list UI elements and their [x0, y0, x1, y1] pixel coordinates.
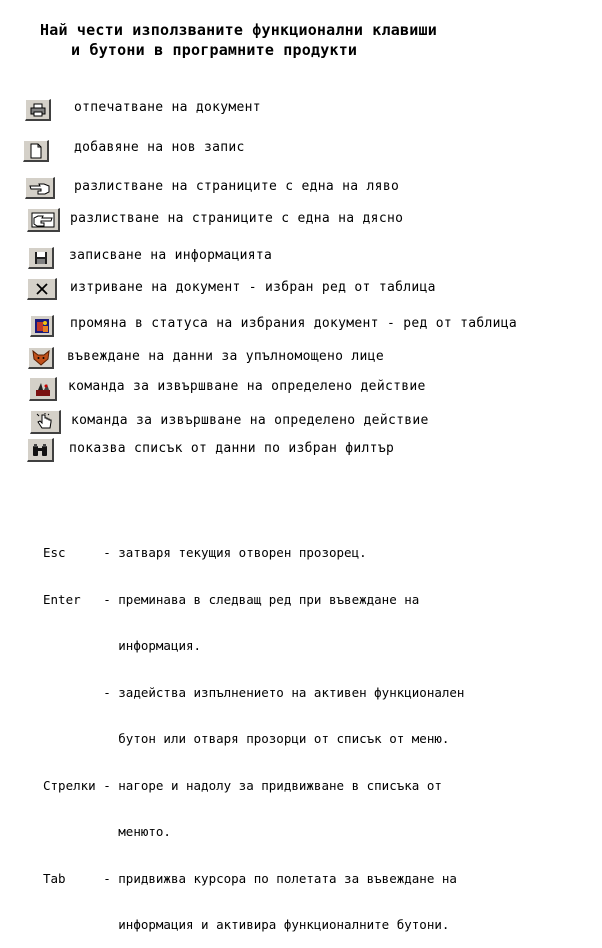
- filter-list-button[interactable]: [27, 438, 54, 462]
- legend-label: добавяне на нов запис: [74, 140, 245, 155]
- legend-row-print: [0, 97, 602, 123]
- legend-label: команда за извършване на определено действие: [71, 413, 429, 428]
- page-title-line-1: Най чести използваните функционални клавиши: [40, 21, 437, 39]
- key-description: менюто.: [103, 824, 171, 839]
- legend-row-page-left: [0, 176, 602, 202]
- legend-row-delete: [0, 277, 602, 303]
- key-row-tab: [43, 871, 464, 887]
- key-row-enter: [43, 592, 464, 608]
- key-description: - затваря текущия отворен прозорец.: [103, 545, 367, 560]
- legend-label: въвеждане на данни за упълномощено лице: [67, 349, 384, 364]
- key-row-esc: [43, 545, 464, 561]
- legend-label: разлистване на страниците с една на ляво: [74, 179, 400, 194]
- page-title: [40, 20, 437, 60]
- binoculars-icon: [31, 443, 49, 457]
- key-row-tab-cont: [43, 917, 464, 933]
- legend-row-filter: [0, 438, 602, 464]
- legend-label: отпечатване на документ: [74, 100, 261, 115]
- status-change-button[interactable]: [30, 315, 54, 337]
- action-command-icon: [34, 381, 52, 397]
- legend-label: показва списък от данни по избран филтър: [69, 441, 395, 456]
- execute-command-button[interactable]: [30, 410, 61, 434]
- legend-label: записване на информацията: [69, 248, 273, 263]
- legend-row-new: [0, 137, 602, 163]
- authorized-person-button[interactable]: [28, 347, 54, 369]
- key-row-arrows-cont: [43, 824, 464, 840]
- keyboard-shortcuts: [43, 514, 464, 948]
- delete-button[interactable]: [27, 278, 57, 300]
- key-description: - придвижва курсора по полетата за въвеждане на: [103, 870, 457, 886]
- key-name: Стрелки: [43, 777, 96, 793]
- printer-icon: [30, 103, 46, 117]
- key-name: Esc: [43, 545, 96, 560]
- legend-row-action-2: [0, 410, 602, 436]
- key-description: - нагоре и надолу за придвижване в списъка от: [103, 777, 442, 793]
- legend-label: команда за извършване на определено действие: [68, 379, 426, 394]
- legend-row-save: [0, 245, 602, 271]
- key-description: - преминава в следващ ред при въвеждане на: [103, 591, 420, 607]
- floppy-disk-icon: [34, 251, 48, 265]
- legend-row-authorized: [0, 346, 602, 372]
- key-row-enter-2-cont: [43, 731, 464, 747]
- save-button[interactable]: [28, 247, 54, 269]
- action-command-button[interactable]: [29, 377, 57, 401]
- legend-row-action-1: [0, 376, 602, 402]
- key-description: бутон или отваря прозорци от списък от меню.: [103, 731, 450, 746]
- key-name: Enter: [43, 591, 96, 607]
- hand-point-left-icon: [29, 181, 51, 195]
- page-left-button[interactable]: [25, 177, 55, 199]
- new-document-icon: [29, 143, 43, 159]
- key-row-enter-2: [43, 685, 464, 701]
- fox-head-icon: [32, 350, 50, 366]
- hand-click-icon: [36, 413, 54, 431]
- legend-row-page-right: [0, 208, 602, 234]
- legend-row-status: [0, 313, 602, 339]
- delete-x-icon: [35, 282, 49, 296]
- print-button[interactable]: [25, 99, 51, 121]
- key-row-enter-cont: [43, 638, 464, 654]
- key-name: Tab: [43, 870, 96, 886]
- key-row-arrows: [43, 778, 464, 794]
- hand-point-right-icon: [31, 212, 55, 228]
- page-title-line-2: и бутони в програмните продукти: [71, 41, 358, 59]
- key-description: информация.: [103, 638, 202, 653]
- key-description: - задейства изпълнението на активен функционален: [103, 684, 465, 700]
- legend-label: промяна в статуса на избрания документ - ред от таблица: [70, 316, 517, 331]
- legend-label: изтриване на документ - избран ред от таблица: [70, 280, 436, 295]
- key-description: информация и активира функционалните бутони.: [103, 917, 450, 932]
- status-change-icon: [34, 318, 50, 334]
- new-record-button[interactable]: [23, 140, 49, 162]
- page-right-button[interactable]: [27, 208, 60, 232]
- legend-label: разлистване на страниците с една на дясно: [70, 211, 404, 226]
